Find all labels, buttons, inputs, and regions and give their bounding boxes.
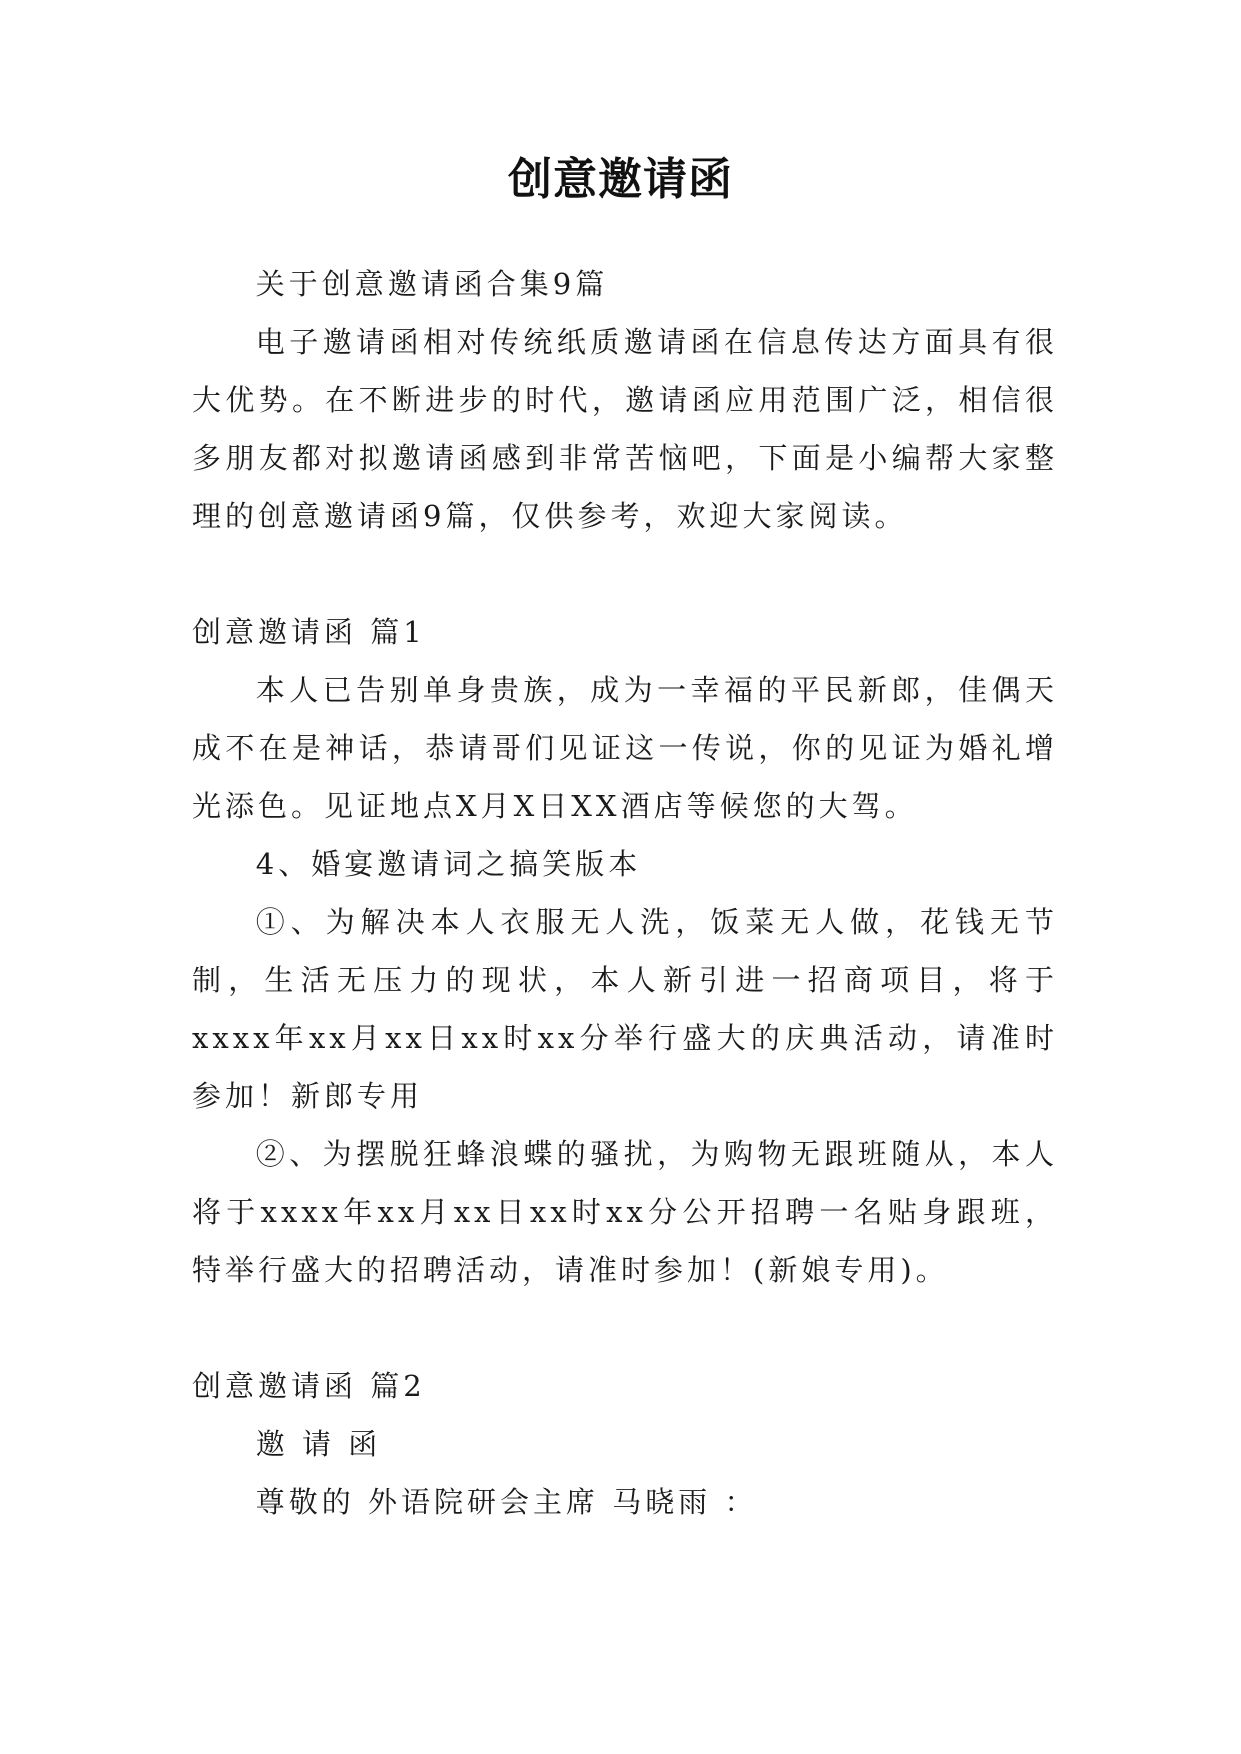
section-heading-2: 创意邀请函 篇2 — [192, 1369, 426, 1403]
section-2-salutation: 尊敬的 外语院研会主席 马晓雨 ： — [255, 1485, 758, 1519]
section-1-paragraph: 本人已告别单身贵族，成为一幸福的平民新郎，佳偶天成不在是神话，恭请哥们见证这一传说，你的见证为婚礼增光添色。见证地点X月X日XX酒店等候您的大驾。 — [192, 673, 1058, 823]
section-gap — [192, 1299, 1058, 1357]
intro-subtitle: 关于创意邀请函合集9篇 — [255, 267, 609, 301]
section-1-paragraph: 4、婚宴邀请词之搞笑版本 — [255, 847, 642, 881]
section-2-letter-title: 邀 请 函 — [255, 1427, 382, 1461]
section-1-paragraph: ①、为解决本人衣服无人洗，饭菜无人做，花钱无节制，生活无压力的现状，本人新引进一招商项目，将于xxxx年xx月xx日xx时xx分举行盛大的庆典活动，请准时参加！新郎专用 — [192, 905, 1058, 1113]
document-body — [192, 255, 1058, 1531]
section-1-paragraph: ②、为摆脱狂蜂浪蝶的骚扰，为购物无跟班随从，本人将于xxxx年xx月xx日xx时xx分公开招聘一名贴身跟班，特举行盛大的招聘活动，请准时参加！(新娘专用)。 — [192, 1137, 1058, 1287]
intro-summary: 电子邀请函相对传统纸质邀请函在信息传达方面具有很大优势。在不断进步的时代，邀请函应用范围广泛，相信很多朋友都对拟邀请函感到非常苦恼吧，下面是小编帮大家整理的创意邀请函9篇，仅供参考，欢迎大家阅读。 — [192, 325, 1058, 533]
document-title: 创意邀请函 — [508, 154, 733, 205]
section-gap — [192, 545, 1058, 603]
section-heading-1: 创意邀请函 篇1 — [192, 615, 426, 649]
